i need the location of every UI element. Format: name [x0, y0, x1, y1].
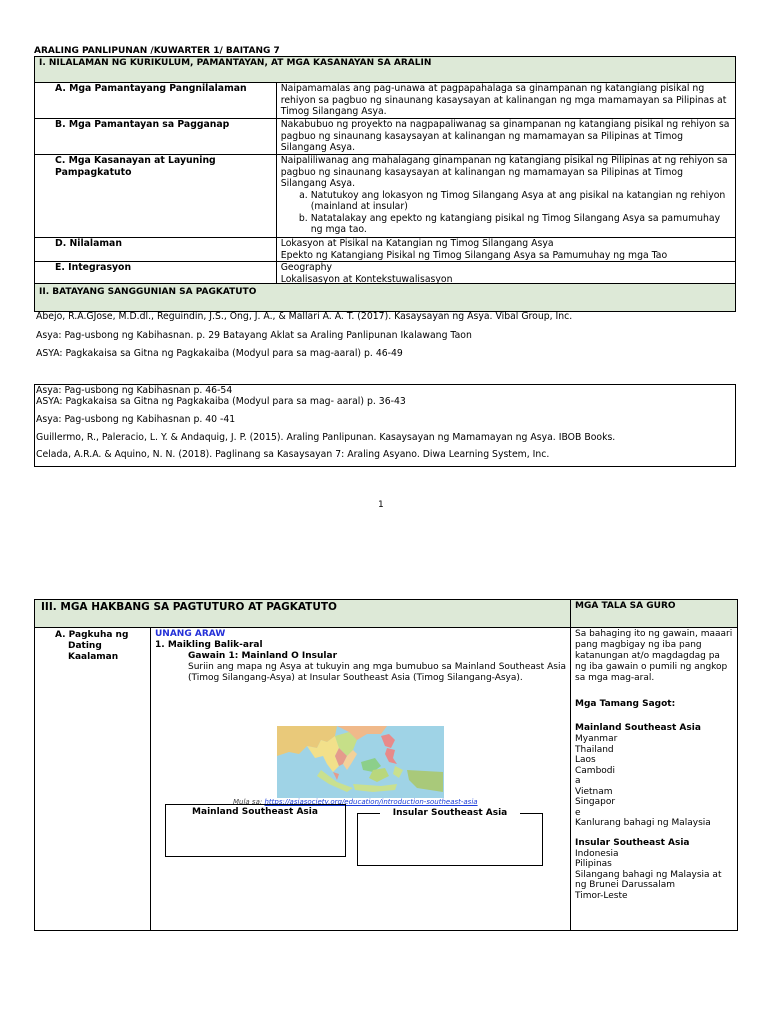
insular-answers-title: Insular Southeast Asia	[575, 837, 690, 848]
reference-line: Asya: Pag-usbong ng Kabihasnan p. 46-54	[36, 385, 233, 396]
reference-line: Asya: Pag-usbong ng Kabihasnan. p. 29 Batayang Aklat sa Araling Panlipunan Ikalawang Taon	[36, 330, 472, 341]
mainland-box-label: Mainland Southeast Asia	[192, 807, 318, 817]
list-item: Timor-Leste	[575, 890, 628, 901]
step-title: 1. Maikling Balik-aral	[155, 640, 263, 650]
section1-title: I. NILALAMAN NG KURIKULUM, PAMANTAYAN, AT MGA KASANAYAN SA ARALIN	[39, 58, 432, 68]
list-item: Cambodi	[575, 765, 615, 776]
reference-line: Celada, A.R.A. & Aquino, N. N. (2018). Paglinang sa Kasaysayan 7: Araling Asyano. Diwa Learning System, Inc.	[36, 449, 550, 460]
activity-title: Gawain 1: Mainland O Insular	[188, 651, 338, 661]
table-row	[35, 262, 736, 284]
page-number: 1	[378, 500, 384, 510]
day-label: UNANG ARAW	[155, 629, 226, 639]
document-header: ARALING PANLIPUNAN /KUWARTER 1/ BAITANG 7	[34, 46, 280, 56]
row-label-pamantayan-sa-pagganap: B. Mga Pamantayan sa Pagganap	[35, 119, 277, 155]
list-item: Pilipinas	[575, 859, 612, 869]
row-content	[276, 155, 735, 238]
content-line: Lokasyon at Pisikal na Katangian ng Timog Silangang Asya	[280, 238, 554, 249]
row-label-kasanayan: C. Mga Kasanayan at Layuning Pampagkatuto	[35, 155, 277, 238]
section3-header	[34, 599, 571, 628]
row-content-text: Naipaliliwanag ang mahalagang ginampanan ng katangiang pisikal ng Pilipinas at ng rehiyon sa pagbuo ng sinaunang kasaysayan at kalinangan ng mamamayan sa Pilipinas at Timog Silangang Asya.	[280, 155, 728, 189]
reference-line: ASYA: Pagkakaisa sa Gitna ng Pagkakaiba (Modyul para sa mag-aaral) p. 46-49	[36, 348, 403, 359]
mainland-answers-title: Mainland Southeast Asia	[575, 723, 701, 733]
content-line: Lokalisasyon at Kontekstuwalisasyon	[280, 273, 453, 283]
southeast-asia-map	[277, 726, 444, 798]
table-row	[35, 238, 736, 262]
row-content: Naipamamalas ang pag-unawa at pagpapahalaga sa ginampanan ng katangiang pisikal ng rehiyon sa pagbuo ng sinaunang kasaysayan at kalinangan ng mga mamamayan sa Pilipinas at Timog Silangang Asya.	[276, 83, 735, 119]
list-item: Kanlurang bahagi ng Malaysia	[575, 818, 711, 828]
list-item: Laos	[575, 755, 596, 765]
map-source-link[interactable]: https://asiasociety.org/education/introduction-southeast-asia	[264, 798, 478, 806]
section3-title: III. MGA HAKBANG SA PAGTUTURO AT PAGKATUTO	[41, 601, 337, 613]
notes-text: Sa bahaging ito ng gawain, maaari pang magbigay ng iba pang katanungan at/o magdagdag pa ng iba gawain o pumili ng angkop sa mga mag-aral.	[575, 629, 733, 683]
lesson-steps-table	[34, 599, 738, 931]
row-label-cell	[34, 627, 151, 931]
notes-header	[570, 599, 738, 628]
reference-line: Asya: Pag-usbong ng Kabihasnan p. 40 -41	[36, 414, 236, 425]
section2-title: II. BATAYANG SANGGUNIAN SA PAGKATUTO	[39, 287, 257, 297]
activity-cell	[150, 627, 571, 931]
row-content	[276, 238, 735, 262]
list-item: Vietnam	[575, 786, 613, 797]
row-content	[276, 262, 735, 284]
insular-answer-box[interactable]	[357, 808, 543, 866]
list-item: Indonesia	[575, 848, 619, 859]
list-item: b. Natatalakay ang epekto ng katangiang pisikal ng Timog Silangang Asya sa pamumuhay ng mga tao.	[311, 213, 731, 236]
list-item: e	[575, 807, 581, 818]
row-label-nilalaman: D. Nilalaman	[35, 238, 277, 262]
section1-header	[34, 56, 736, 83]
list-item: Thailand	[575, 744, 614, 755]
row-label-pamantayang-pangnilalaman: A. Mga Pamantayang Pangnilalaman	[35, 83, 277, 119]
insular-box-label: Insular Southeast Asia	[380, 808, 520, 819]
list-item: Silangang bahagi ng Malaysia at ng Brunei Darussalam	[575, 869, 722, 890]
map-source-prefix: Mula sa:	[233, 798, 265, 806]
list-item: a. Natutukoy ang lokasyon ng Timog Silangang Asya at ang pisikal na katangian ng rehiyon (mainland at insular)	[311, 190, 731, 213]
reference-line: ASYA: Pagkakaisa sa Gitna ng Pagkakaiba (Modyul para sa mag- aaral) p. 36-43	[36, 396, 406, 407]
notes-cell	[570, 627, 738, 931]
list-item: Singapor	[575, 797, 616, 807]
notes-title: MGA TALA SA GURO	[575, 601, 676, 611]
row-label-integrasyon: E. Integrasyon	[35, 262, 277, 284]
content-line: Geography	[280, 262, 333, 273]
reference-line: Abejo, R.A.GJose, M.D.dl., Reguindin, J.S., Ong, J. A., & Mallari A. A. T. (2017). Kasaysayan ng Asya. Vibal Group, Inc.	[36, 311, 573, 322]
insular-answers-list	[571, 849, 737, 902]
list-item: a	[575, 776, 581, 786]
reference-line: Guillermo, R., Paleracio, L. Y. & Andaquig, J. P. (2015). Araling Panlipunan. Kasaysayan ng Mamamayan ng Asya. IBOB Books.	[36, 432, 616, 443]
mainland-answers-list	[571, 734, 737, 829]
section2-header	[34, 283, 736, 312]
content-line: Epekto ng Katangiang Pisikal ng Timog Silangang Asya sa Pamumuhay ng mga Tao	[280, 249, 668, 261]
curriculum-table	[34, 82, 736, 284]
objectives-list	[281, 190, 731, 236]
table-row	[35, 83, 736, 119]
answers-title: Mga Tamang Sagot:	[575, 699, 676, 709]
list-item: Myanmar	[575, 734, 618, 744]
table-row	[35, 155, 736, 238]
table-row	[35, 119, 736, 155]
activity-instructions: Suriin ang mapa ng Asya at tukuyin ang mga bumubuo sa Mainland Southeast Asia (Timog Silangang-Asya) at Insular Southeast Asia (Timog Silangang-Asya).	[188, 662, 566, 683]
row-content: Nakabubuo ng proyekto na nagpapaliwanag sa ginampanan ng katangiang pisikal ng rehiyon sa pagbuo ng sinaunang kasaysayan at kalinangan ng mamamayan sa Pilipinas at Timog Silangang Asya.	[276, 119, 735, 155]
row-label-pagkuha: A. Pagkuha ng Dating Kaalaman	[55, 630, 129, 662]
mainland-answer-box[interactable]	[165, 804, 346, 857]
